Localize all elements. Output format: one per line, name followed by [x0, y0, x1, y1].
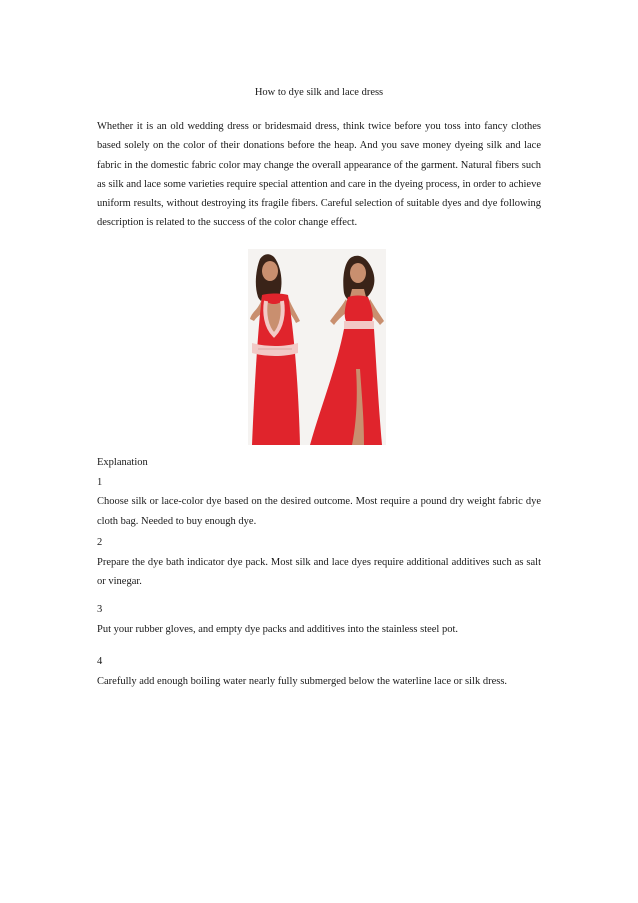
step-4-text: Carefully add enough boiling water nearly fully submerged below the waterline lace or silk dress.	[97, 675, 508, 687]
document-title: How to dye silk and lace dress	[254, 87, 384, 98]
step-1-text: Choose silk or lace-color dye based on the desired outcome. Most require a pound dry weight fabric dye cloth bag. Needed to buy enough dye.	[97, 496, 541, 527]
step-4-number: 4	[97, 656, 103, 667]
dress-photo	[248, 249, 386, 445]
dress-photo-illustration	[248, 249, 386, 445]
step-2-text: Prepare the dye bath indicator dye pack. Most silk and lace dyes require additional additives such as salt or vinegar.	[97, 556, 541, 587]
step-3	[97, 600, 541, 639]
step-4	[97, 652, 541, 691]
step-3-number: 3	[97, 604, 103, 615]
step-3-text: Put your rubber gloves, and empty dye packs and additives into the stainless steel pot.	[97, 623, 459, 635]
step-2-number: 2	[97, 537, 103, 548]
explanation-section	[97, 453, 541, 531]
step-2	[97, 533, 541, 592]
step-1-number: 1	[97, 476, 103, 488]
explanation-heading: Explanation	[97, 457, 148, 468]
intro-paragraph: Whether it is an old wedding dress or bridesmaid dress, think twice before you toss into fancy clothes based solely on the color of their donations before the heap. And you save money dyeing silk and lace fabric in the domestic fabric color may change the overall appearance of the garment. Natural fibers such as silk and lace some varieties require special attention and care in the dyeing process, in order to achieve uniform results, without destroying its fragile fibers. Careful selection of suitable dyes and dye following description is related to the success of the color change effect.	[97, 121, 541, 229]
